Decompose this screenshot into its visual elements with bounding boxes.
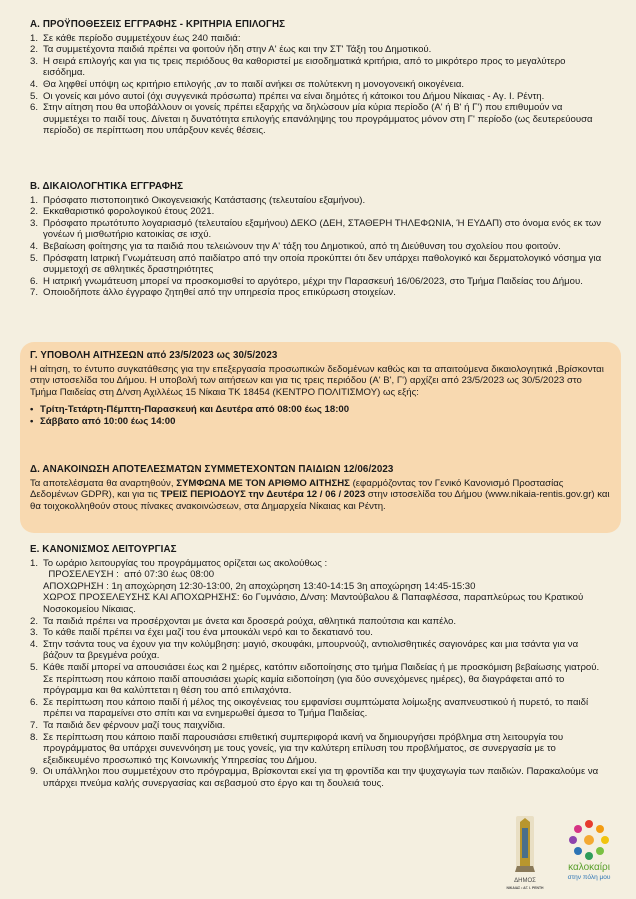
list-item: 6. Στην αίτηση που θα υποβάλλουν οι γονείς πρέπει εξαρχής να δηλώσουν μία κύρια περίοδο (Α' ή Β' ή Γ') που επιθυμούν να συμμετέχει το παιδί τους. Δίνεται η δυνατότητα επιλογής επανάληψης του προγράμματος μόνον στη Γ' περίοδο (ως δευτερεύουσα περίοδο) σε περίπτωση που υπάρξουν κενές θέσεις. — [30, 102, 593, 137]
list-item: 2. Τα συμμετέχοντα παιδιά πρέπει να φοιτούν ήδη στην Α' έως και την ΣΤ' Τάξη του Δημοτικού. — [30, 44, 432, 56]
list-item: 6. Η ιατρική γνωμάτευση μπορεί να προσκομισθεί το αργότερο, μέχρι την Παρασκευή 16/06/2023, στο Τμήμα Παιδείας του Δήμου. — [30, 275, 583, 287]
list-item: 5. Κάθε παιδί μπορεί να απουσιάσει έως και 2 ημέρες, κατόπιν ειδοποίησης στο τμήμα Παιδείας ή με προσκόμιση βεβαίωσης γιατρού. Σε περίπτωση που κάποιο παιδί απουσιάσει χωρίς καμία ειδοποίηση (για δύο συνεχόμενες ημέρες), θα διαγράφεται από το πρόγραμμα και θα καλύπτεται η θέση του από επιλαχόντα. — [30, 661, 600, 697]
summer-program-logo — [560, 816, 618, 886]
list-item: 5. Πρόσφατη Ιατρική Γνωμάτευση από παιδίατρο από την οποία προκύπτει ότι δεν υπάρχει παθολογικό και δερματολογικό νόσημα για συμμετοχή σε αθλητικές δραστηριότητες — [30, 252, 602, 276]
list-item: 4. Θα ληφθεί υπόψη ως κριτήριο επιλογής ,αν το παιδί ανήκει σε πολύτεκνη η μονογονεική οικογένεια. — [30, 78, 465, 90]
section-documents — [30, 181, 610, 299]
rules-list — [30, 558, 610, 790]
list-item: 2. Εκκαθαριστικό φορολογικού έτους 2021. — [30, 206, 215, 218]
list-item: 5. Οι γονείς και μόνο αυτοί (όχι συγγενικά πρόσωπα) πρέπει να είναι δημότες ή κάτοικοι του Δήμου Νίκαιας - Αγ. Ι. Ρέντη. — [30, 90, 545, 102]
list-item: 3. Πρόσφατο πρωτότυπο λογαριασμό (τελευταίου εξαμήνου) ΔΕΚΟ (ΔΕΗ, ΣΤΑΘΕΡΗ ΤΗΛΕΦΩΝΙΑ, Ή ΕΥΔΑΠ) στο όνομα ενός εκ των γονέων ή μισθωτήριο κατοικίας σε ισχύ. — [30, 217, 602, 241]
section-title: Α. ΠΡΟΫΠΟΘΕΣΕΙΣ ΕΓΓΡΑΦΗΣ - ΚΡΙΤΗΡΙΑ ΕΠΙΛΟΓΗΣ — [30, 19, 286, 30]
list-item: 2. Τα παιδιά πρέπει να προσέρχονται με άνετα και δροσερά ρούχα, αθλητικά παπούτσια και καπέλο. — [30, 615, 457, 627]
list-item: 6. Σε περίπτωση που κάποιο παιδί ή μέλος της οικογένειας του εμφανίσει συμπτώματα λοίμωξης αναπνευστικού ή πυρετό, το παιδί πρέπει να παραμείνει στο σπίτι και να ενημερωθεί άμεσα το Τμήμα Παιδείας. — [30, 696, 589, 720]
list-item: 8. Σε περίπτωση που κάποιο παιδί παρουσιάσει επιθετική συμπεριφορά ικανή να δημιουργήσει πρόβλημα στη λειτουργία του προγράμματος θα υπάρχει συνεννόηση με τους γονείς, για την καλύτερη επίλυση του προβλήματος, σε συνεργασία με το εξειδικευμένο προσωπικό της Κοινωνικής Υπηρεσίας του Δήμου. — [30, 731, 564, 766]
section-title: Β. ΔΙΚΑΙΟΛΟΓΗΤΙΚΑ ΕΓΓΡΑΦΗΣ — [30, 181, 184, 192]
svg-text:ΔΗΜΟΣ: ΔΗΜΟΣ — [514, 878, 536, 884]
svg-text:ΝΙΚΑΙΑΣ • ΑΓ. Ι. ΡΕΝΤΗ: ΝΙΚΑΙΑΣ • ΑΓ. Ι. ΡΕΝΤΗ — [506, 886, 544, 890]
list-item: 3. Το κάθε παιδί πρέπει να έχει μαζί του ένα μπουκάλι νερό και το δεκατιανό του. — [30, 627, 373, 639]
section-title: Ε. ΚΑΝΟΝΙΣΜΟΣ ΛΕΙΤΟΥΡΓΙΑΣ — [30, 544, 177, 555]
section-operating-rules — [30, 544, 610, 789]
schedule-item: • Σάββατο από 10:00 έως 14:00 — [30, 415, 176, 427]
results-text: Τα αποτελέσματα θα αναρτηθούν, ΣΥΜΦΩΝΑ ΜΕ ΤΟΝ ΑΡΙΘΜΟ ΑΙΤΗΣΗΣ (εφαρμόζοντας τον Γενικό Κανονισμό Προστασίας Δεδομένων GDPR), και για τις ΤΡΕΙΣ ΠΕΡΙΟΔΟΥΣ την Δευτέρα 12 / 06 / 2023 στην ιστοσελίδα του Δήμου (www.nikaia-rentis.gov.gr) και θα τοιχοκολληθούν στους πίνακες ανακοινώσεων, στα Δημαρχεία Νίκαιας και Ρέντη. — [30, 477, 610, 512]
svg-text:στην πόλη μου: στην πόλη μου — [567, 874, 611, 881]
schedule-list — [30, 404, 610, 427]
documents-list — [30, 195, 610, 299]
municipality-logo — [502, 812, 548, 894]
section-title: Δ. ΑΝΑΚΟΙΝΩΣΗ ΑΠΟΤΕΛΕΣΜΑΤΩΝ ΣΥΜΜΕΤΕΧΟΝΤΩΝ ΠΑΙΔΙΩΝ 12/06/2023 — [30, 464, 394, 475]
eligibility-list — [30, 33, 610, 137]
list-item: 4. Στην τσάντα τους να έχουν για την κολύμβηση: μαγιό, σκουφάκι, μπουρνούζι, αντιολισθητικές σαγιονάρες και μια τσάντα για να βάζουν τα βρεγμένα ρούχα. — [30, 638, 579, 662]
list-item: 1. Σε κάθε περίοδο συμμετέχουν έως 240 παιδιά: — [30, 32, 241, 44]
svg-text:καλοκαίρι: καλοκαίρι — [568, 862, 610, 873]
schedule-item: • Τρίτη-Τετάρτη-Πέμπτη-Παρασκευή και Δευτέρα από 08:00 έως 18:00 — [30, 404, 350, 416]
section-application-submission — [30, 350, 610, 428]
bullet-icon: • — [30, 404, 34, 416]
list-item: 9. Οι υπάλληλοι που συμμετέχουν στο πρόγραμμα, Βρίσκονται εκεί για τη φροντίδα και την ψυχαγωγία των παιδιών. Παρακαλούμε να υπάρχει πνεύμα καλής συνεργασίας και σεβασμού στο έργο και τη δουλειά τους. — [30, 766, 599, 789]
list-item: 1. Πρόσφατο πιστοποιητικό Οικογενειακής Κατάστασης (τελευταίου εξαμήνου). — [30, 194, 366, 206]
section-eligibility — [30, 19, 610, 137]
list-item: 4. Βεβαίωση φοίτησης για τα παιδιά που τελειώνουν την Α' τάξη του Δημοτικού, από τη Διεύθυνση του σχολείου που φοιτούν. — [30, 240, 561, 252]
list-item: 7. Οποιοδήποτε άλλο έγγραφο ζητηθεί από την υπηρεσία προς επικύρωση στοιχείων. — [30, 287, 396, 299]
list-item: 7. Τα παιδιά δεν φέρνουν μαζί τους παιχνίδια. — [30, 719, 226, 731]
list-item: 3. Η σειρά επιλογής και για τις τρεις περιόδους θα καθοριστεί με εισοδηματικά κριτήρια, από το μικρότερο προς το μεγαλύτερο εισόδημα. — [30, 55, 566, 79]
section-title: Γ. ΥΠΟΒΟΛΗ ΑΙΤΗΣΕΩΝ από 23/5/2023 ως 30/5/2023 — [30, 350, 278, 361]
section-results-announcement — [30, 464, 610, 512]
summer-sun-people-icon — [560, 816, 618, 886]
list-item: 1. Το ωράριο λειτουργίας του προγράμματος ορίζεται ως ακολούθως : ΠΡΟΣΕΛΕΥΣΗ : από 07:30 έως 08:00 ΑΠΟΧΩΡΗΣΗ : 1η αποχώρηση 12:30-13:00, 2η αποχώρηση 13:40-14:15 3η αποχώρηση 14:45-15:30 ΧΩΡΟΣ ΠΡΟΣΕΛΕΥΣΗΣ ΚΑΙ ΑΠΟΧΩΡΗΣΗΣ: 6ο Γυμνάσιο, Δ/νση: Μαντούβαλου & Παπαφλέσσα, παραπλεύρως του Κρατικού Νοσοκομείου Νίκαιας. — [30, 557, 584, 615]
bullet-icon: • — [30, 415, 34, 427]
submission-text: Η αίτηση, το έντυπο συγκατάθεσης για την επεξεργασία προσωπικών δεδομένων καθώς και τα απαιτούμενα δικαιολογητικά ,Βρίσκονται στην ιστοσελίδα του Δήμου. Η υποβολή των αιτήσεων και για τις τρεις περιόδου (Α' Β', Γ') αρχίζει από 23/5/2023 ως 30/5/2023 στο Τμήμα Παιδείας στη Δ/νση Αχιλλέως 15 Νίκαια ΤΚ 18454 (ΚΕΝΤΡΟ ΠΟΛΙΤΙΣΜΟΥ) ως εξής: — [30, 363, 604, 398]
municipality-emblem-icon — [502, 812, 548, 894]
